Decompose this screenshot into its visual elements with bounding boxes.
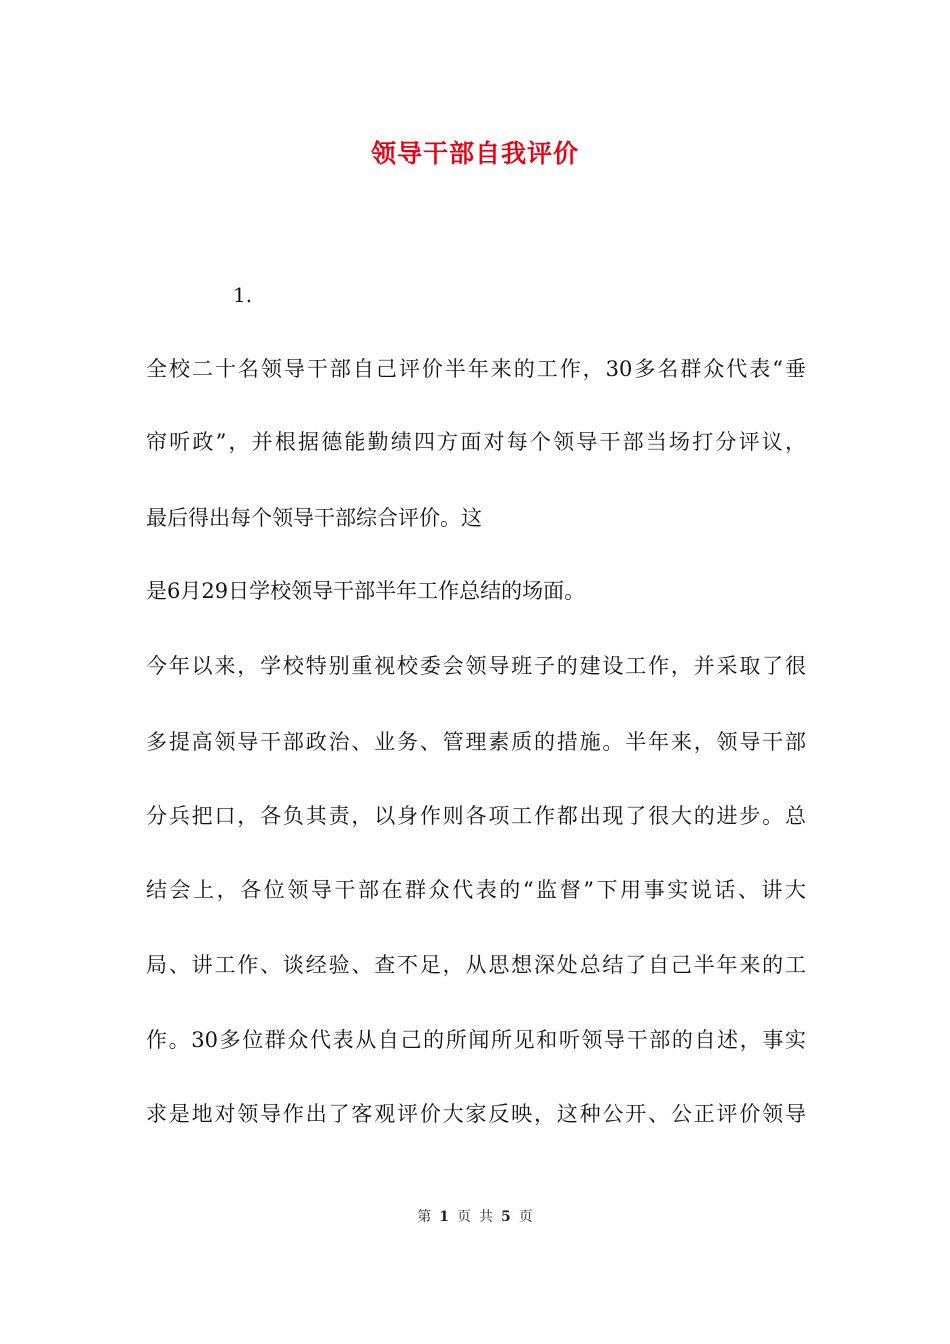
body-line-10: 作。30多位群众代表从自己的所闻所见和听领导干部的自述，事实 xyxy=(146,1028,806,1052)
footer-prefix: 第 xyxy=(417,1209,432,1225)
body-line-2: 帘听政”，并根据德能勤绩四方面对每个领导干部当场打分评议， xyxy=(146,430,806,454)
footer-current-page: 1 xyxy=(439,1209,449,1225)
body-line-5: 今年以来，学校特别重视校委会领导班子的建设工作，并采取了很 xyxy=(146,654,806,678)
section-number: 1. xyxy=(233,283,253,307)
footer-suffix: 页 xyxy=(518,1209,533,1225)
footer-page-word: 页 xyxy=(457,1209,471,1225)
footer-total-pages: 5 xyxy=(501,1209,511,1225)
body-line-1: 全校二十名领导干部自己评价半年来的工作，30多名群众代表“垂 xyxy=(146,357,806,381)
body-line-11: 求是地对领导作出了客观评价大家反映，这种公开、公正评价领导 xyxy=(146,1102,806,1126)
body-line-6: 多提高领导干部政治、业务、管理素质的措施。半年来，领导干部 xyxy=(146,730,806,754)
body-line-7: 分兵把口，各负其责，以身作则各项工作都出现了很大的进步。总 xyxy=(146,804,806,828)
body-line-8: 结会上，各位领导干部在群众代表的“监督”下用事实说话、讲大 xyxy=(146,878,806,902)
document-title: 领导干部自我评价 xyxy=(370,139,579,168)
page-footer xyxy=(0,1206,950,1226)
body-line-3: 最后得出每个领导干部综合评价。这 xyxy=(146,506,482,530)
body-line-4: 是6月29日学校领导干部半年工作总结的场面。 xyxy=(146,579,586,603)
body-line-9: 局、讲工作、谈经验、查不足，从思想深处总结了自己半年来的工 xyxy=(146,953,806,977)
footer-total-word: 共 xyxy=(479,1209,493,1225)
